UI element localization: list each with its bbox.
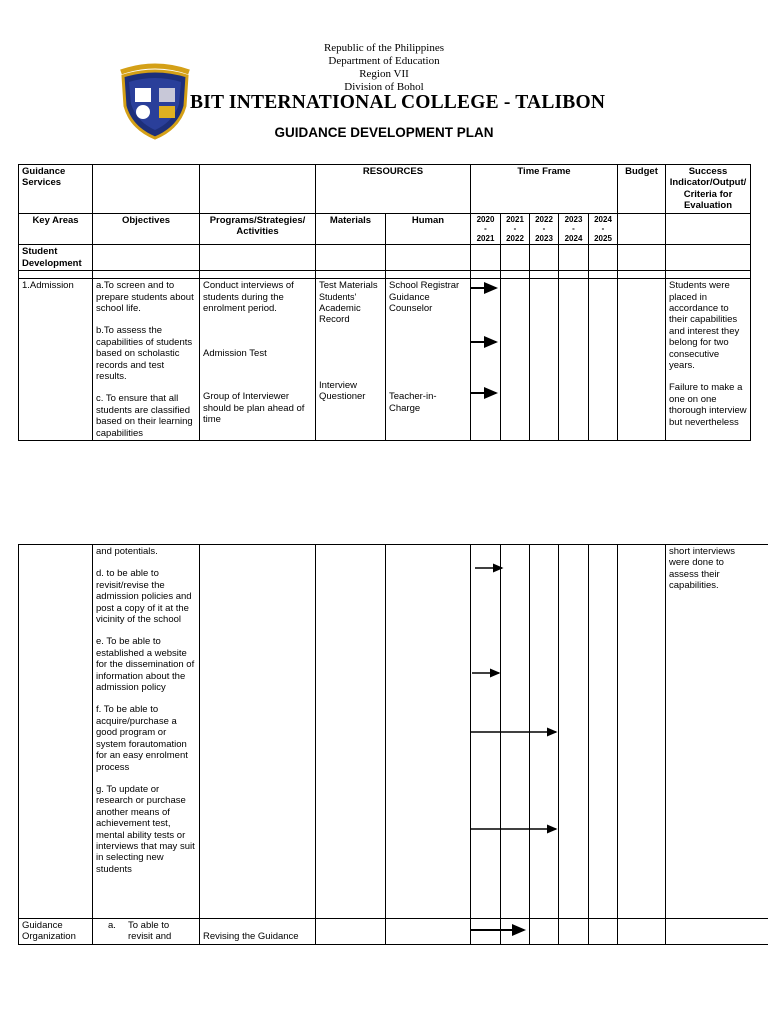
success-text-2: Failure to make a one on one thorough interview but nevertheless [669, 382, 747, 428]
header-line-republic: Republic of the Philippines [323, 42, 445, 54]
material-students: Students' [319, 291, 357, 302]
year-col-2021: 2021 - 2022 [501, 213, 530, 245]
key-area-guidance-organization: Guidance Organization [19, 919, 93, 945]
material-test: Test Materials [319, 280, 378, 292]
program-b: Admission Test [203, 348, 267, 360]
success-text-1: Students were placed in accordance to their capabilities and interest they belong for two consecutive years. [669, 280, 740, 372]
objective-d: d. to be able to revisit/revise the admission policies and post a copy of it at the vicinity of the school [96, 568, 192, 626]
objective-e: e. To be able to established a website for the dissemination of information about the admission policy [96, 636, 195, 694]
program-a: Conduct interviews of students during the enrolment period. [203, 280, 294, 315]
header-line-department: Department of Education [328, 55, 440, 67]
admission-programs [200, 279, 316, 441]
objective-a: a.To screen and to prepare students about school life. [96, 280, 194, 315]
year-col-2022: 2022 - 2023 [530, 213, 559, 245]
guidance-plan-table-part-2 [18, 544, 768, 945]
admission-objectives [93, 279, 200, 441]
header-guidance-services: Guidance Services [19, 165, 93, 214]
continued-objectives [93, 545, 200, 919]
section-student-development: Student Development [19, 245, 93, 271]
header-budget: Budget [618, 165, 666, 214]
header-human: Human [386, 213, 471, 245]
admission-success [666, 279, 751, 441]
objective-cont: and potentials. [96, 546, 158, 557]
header-key-areas: Key Areas [19, 213, 93, 245]
objective-a-label: a. [108, 920, 116, 931]
continued-success [666, 545, 768, 919]
material-record: Academic Record [319, 303, 361, 326]
admission-materials [316, 279, 386, 441]
objective-f: f. To be able to acquire/purchase a good program or system forautomation for an easy enrolment process [96, 704, 188, 773]
human-registrar: School Registrar Guidance Counselor [389, 280, 460, 315]
header-objectives: Objectives [93, 213, 200, 245]
program-c: Group of Interviewer should be plan ahead of time [203, 391, 305, 426]
guidance-org-objective [93, 919, 200, 945]
plan-title: GUIDANCE DEVELOPMENT PLAN [274, 125, 494, 140]
header-line-region: Region VII [359, 68, 409, 80]
success-text-cont: short interviews were done to assess their capabilities. [669, 546, 735, 592]
admission-human [386, 279, 471, 441]
header-resources: RESOURCES [316, 165, 471, 214]
material-interview: Interview Questioner [319, 380, 366, 403]
objective-g: g. To update or research or purchase another means of achievement test, mental ability tests or interviews that may suit in selecting new students [96, 783, 195, 875]
header-materials: Materials [316, 213, 386, 245]
objective-b: b.To assess the capabilities of students based on scholastic records and test results. [96, 325, 193, 383]
guidance-plan-table-part-1 [18, 164, 751, 441]
human-teacher: Teacher-in-Charge [389, 391, 437, 414]
year-col-2024: 2024 - 2025 [589, 213, 618, 245]
college-name: BIT INTERNATIONAL COLLEGE - TALIBON [190, 92, 606, 113]
key-area-admission: 1.Admission [19, 279, 93, 441]
year-col-2020: 2020 - 2021 [471, 213, 501, 245]
objective-c: c. To ensure that all students are classified based on their learning capabilities [96, 393, 193, 439]
year-col-2023: 2023 - 2024 [559, 213, 589, 245]
header-programs: Programs/Strategies/ Activities [200, 213, 316, 245]
header-line-division: Division of Bohol [344, 81, 424, 93]
header-time-frame: Time Frame [471, 165, 618, 214]
header-success-indicator: Success Indicator/Output/ Criteria for Evaluation [666, 165, 751, 214]
guidance-org-program: Revising the Guidance [200, 919, 316, 945]
guidance-org-objective-a: To able to revisit and [128, 920, 172, 943]
